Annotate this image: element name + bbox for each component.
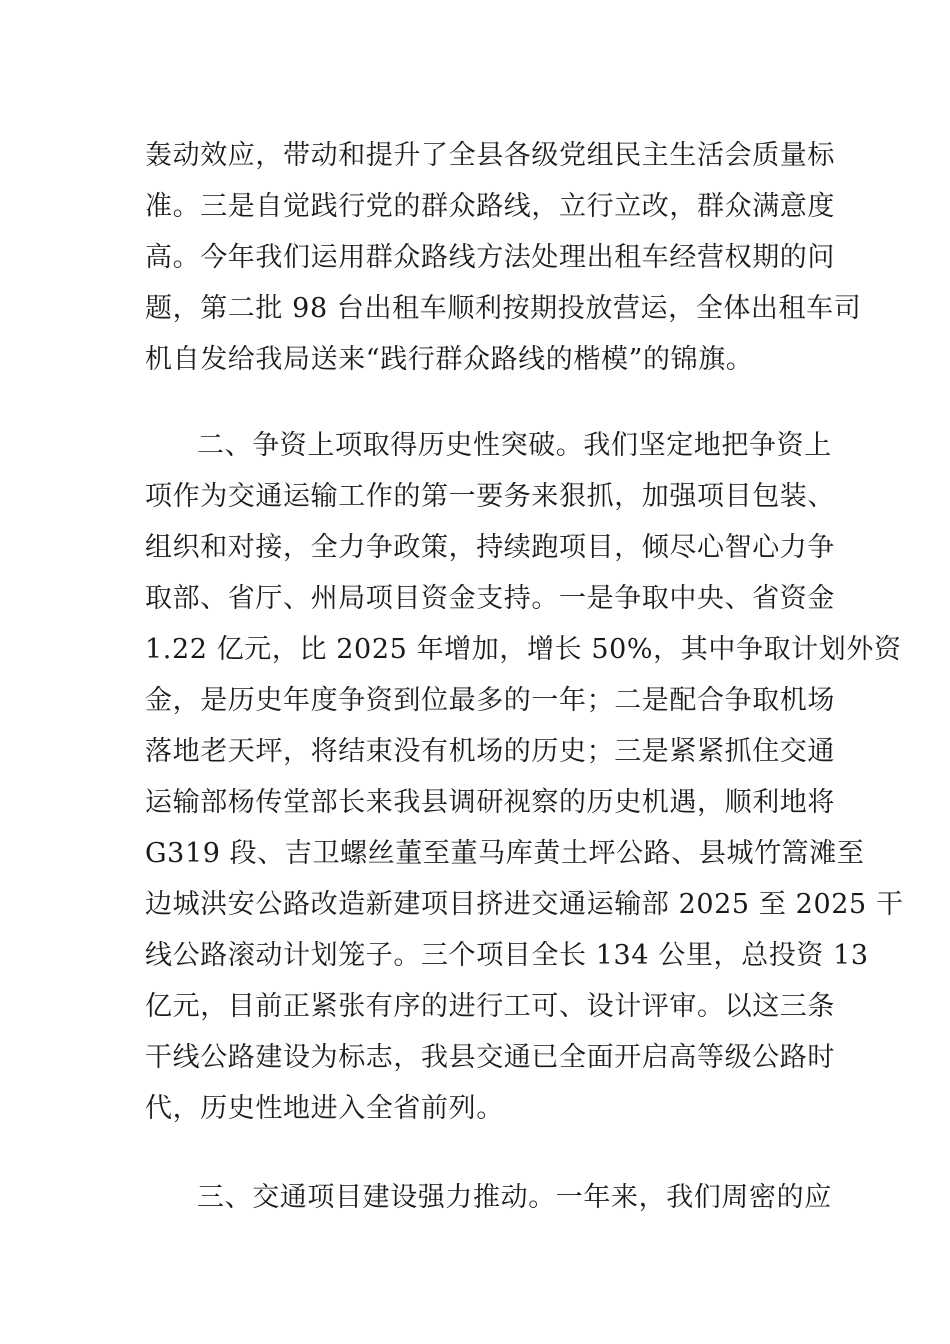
paragraph-2 <box>145 420 904 1134</box>
paragraph-line: 边城洪安公路改造新建项目挤进交通运输部 2025 至 2025 干 <box>145 889 904 920</box>
paragraph-line: 干线公路建设为标志，我县交通已全面开启高等级公路时 <box>145 1042 835 1073</box>
paragraph-line: 高。今年我们运用群众路线方法处理出租车经营权期的问 <box>145 242 835 273</box>
paragraph-line: 取部、省厅、州局项目资金支持。一是争取中央、省资金 <box>145 583 835 614</box>
paragraph-line: 项作为交通运输工作的第一要务来狠抓，加强项目包装、 <box>145 481 835 512</box>
paragraph-3 <box>145 1172 832 1223</box>
paragraph-line: 落地老天坪，将结束没有机场的历史；三是紧紧抓住交通 <box>145 736 835 767</box>
paragraph-1 <box>145 130 862 385</box>
paragraph-line: 亿元，目前正紧张有序的进行工可、设计评审。以这三条 <box>145 991 835 1022</box>
paragraph-line: G319 段、吉卫螺丝董至董马库黄土坪公路、县城竹篙滩至 <box>145 838 865 869</box>
paragraph-line: 二、争资上项取得历史性突破。我们坚定地把争资上 <box>197 430 832 461</box>
paragraph-line: 运输部杨传堂部长来我县调研视察的历史机遇，顺利地将 <box>145 787 835 818</box>
paragraph-line: 金，是历史年度争资到位最多的一年；二是配合争取机场 <box>145 685 835 716</box>
paragraph-line: 组织和对接，全力争政策，持续跑项目，倾尽心智心力争 <box>145 532 835 563</box>
paragraph-line: 准。三是自觉践行党的群众路线，立行立改，群众满意度 <box>145 191 835 222</box>
paragraph-line: 三、交通项目建设强力推动。一年来，我们周密的应 <box>197 1182 832 1213</box>
paragraph-line: 线公路滚动计划笼子。三个项目全长 134 公里，总投资 13 <box>145 940 869 971</box>
paragraph-line: 机自发给我局送来“践行群众路线的楷模”的锦旗。 <box>145 344 754 375</box>
paragraph-line: 代，历史性地进入全省前列。 <box>145 1093 504 1124</box>
paragraph-line: 题，第二批 98 台出租车顺利按期投放营运，全体出租车司 <box>145 293 862 324</box>
paragraph-line: 轰动效应，带动和提升了全县各级党组民主生活会质量标 <box>145 140 835 171</box>
paragraph-line: 1.22 亿元，比 2025 年增加，增长 50%，其中争取计划外资 <box>145 634 902 665</box>
